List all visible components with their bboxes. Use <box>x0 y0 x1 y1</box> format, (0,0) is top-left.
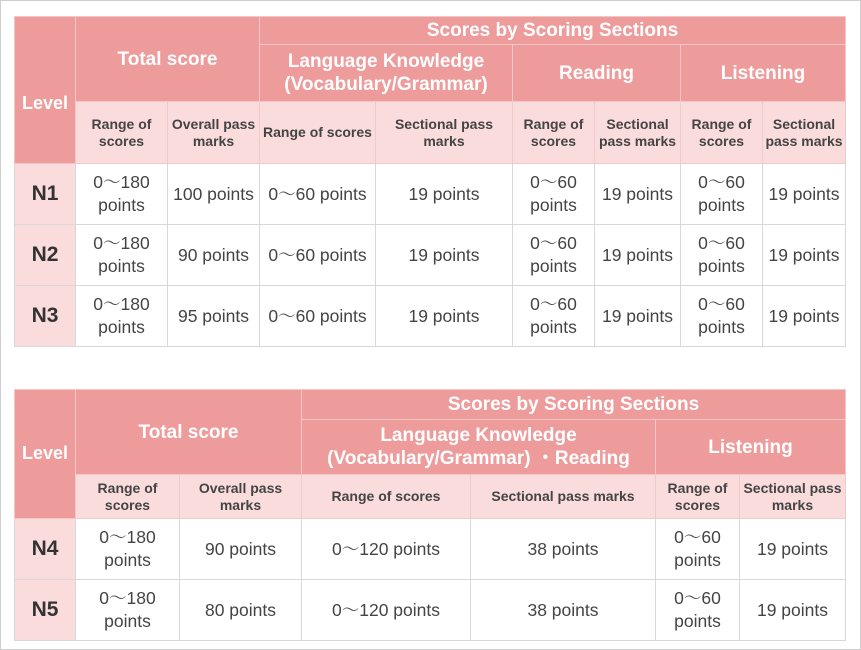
language-knowledge-title: Language Knowledge <box>287 51 485 72</box>
listening-header: Listening <box>656 420 846 475</box>
level-header: Level <box>15 17 76 164</box>
total-range-cell: 0～180 points <box>76 164 168 225</box>
lk-range-cell: 0～60 points <box>260 225 376 286</box>
ls-pass-cell: 19 points <box>763 225 846 286</box>
lk-pass-cell: 38 points <box>471 519 656 580</box>
score-table-n1-n3 <box>14 16 846 347</box>
subheader-ls-range: Range of scores <box>656 475 740 519</box>
table-row-n4 <box>15 519 846 580</box>
ls-range-cell: 0～60 points <box>681 225 763 286</box>
subheader-rd-range: Range of scores <box>513 102 595 164</box>
ls-pass-cell: 19 points <box>740 580 846 641</box>
ls-range-cell: 0～60 points <box>681 164 763 225</box>
lk-range-cell: 0～120 points <box>302 580 471 641</box>
score-table-n4-n5 <box>14 389 846 641</box>
rd-range-cell: 0～60 points <box>513 225 595 286</box>
rd-range-cell: 0～60 points <box>513 286 595 347</box>
total-score-header: Total score <box>76 17 260 102</box>
subheader-lk-range: Range of scores <box>302 475 471 519</box>
subheader-ls-pass: Sectional pass marks <box>763 102 846 164</box>
level-cell: N4 <box>15 519 76 580</box>
subheader-total-range: Range of scores <box>76 475 180 519</box>
language-knowledge-header <box>260 45 513 102</box>
lk-range-cell: 0～60 points <box>260 164 376 225</box>
ls-range-cell: 0～60 points <box>656 519 740 580</box>
reading-header: Reading <box>513 45 681 102</box>
level-cell: N2 <box>15 225 76 286</box>
subheader-ls-range: Range of scores <box>681 102 763 164</box>
lk-pass-cell: 19 points <box>376 164 513 225</box>
lk-pass-cell: 38 points <box>471 580 656 641</box>
rd-pass-cell: 19 points <box>595 164 681 225</box>
table-row-n1 <box>15 164 846 225</box>
rd-range-cell: 0～60 points <box>513 164 595 225</box>
ls-range-cell: 0～60 points <box>656 580 740 641</box>
language-knowledge-subtitle: (Vocabulary/Grammar) ・Reading <box>327 448 630 469</box>
subheader-lk-pass: Sectional pass marks <box>376 102 513 164</box>
overall-pass-cell: 95 points <box>168 286 260 347</box>
overall-pass-cell: 90 points <box>180 519 302 580</box>
total-score-header: Total score <box>76 390 302 475</box>
total-range-cell: 0～180 points <box>76 580 180 641</box>
total-range-cell: 0～180 points <box>76 286 168 347</box>
overall-pass-cell: 80 points <box>180 580 302 641</box>
ls-pass-cell: 19 points <box>740 519 846 580</box>
language-knowledge-subtitle: (Vocabulary/Grammar) <box>284 74 488 95</box>
level-cell: N5 <box>15 580 76 641</box>
lk-pass-cell: 19 points <box>376 286 513 347</box>
lk-pass-cell: 19 points <box>376 225 513 286</box>
overall-pass-cell: 100 points <box>168 164 260 225</box>
total-range-cell: 0～180 points <box>76 519 180 580</box>
subheader-overall-pass: Overall pass marks <box>168 102 260 164</box>
ls-range-cell: 0～60 points <box>681 286 763 347</box>
lk-range-cell: 0～60 points <box>260 286 376 347</box>
table-row-n3 <box>15 286 846 347</box>
scores-by-sections-header: Scores by Scoring Sections <box>260 17 846 45</box>
level-cell: N1 <box>15 164 76 225</box>
table-row-n5 <box>15 580 846 641</box>
rd-pass-cell: 19 points <box>595 286 681 347</box>
subheader-ls-pass: Sectional pass marks <box>740 475 846 519</box>
language-knowledge-reading-header <box>302 420 656 475</box>
subheader-total-range: Range of scores <box>76 102 168 164</box>
rd-pass-cell: 19 points <box>595 225 681 286</box>
table-row-n2 <box>15 225 846 286</box>
subheader-lk-range: Range of scores <box>260 102 376 164</box>
listening-header: Listening <box>681 45 846 102</box>
level-header: Level <box>15 390 76 519</box>
total-range-cell: 0～180 points <box>76 225 168 286</box>
subheader-overall-pass: Overall pass marks <box>180 475 302 519</box>
subheader-lk-pass: Sectional pass marks <box>471 475 656 519</box>
language-knowledge-title: Language Knowledge <box>380 425 577 446</box>
ls-pass-cell: 19 points <box>763 164 846 225</box>
subheader-rd-pass: Sectional pass marks <box>595 102 681 164</box>
ls-pass-cell: 19 points <box>763 286 846 347</box>
level-cell: N3 <box>15 286 76 347</box>
scores-by-sections-header: Scores by Scoring Sections <box>302 390 846 420</box>
lk-range-cell: 0～120 points <box>302 519 471 580</box>
overall-pass-cell: 90 points <box>168 225 260 286</box>
